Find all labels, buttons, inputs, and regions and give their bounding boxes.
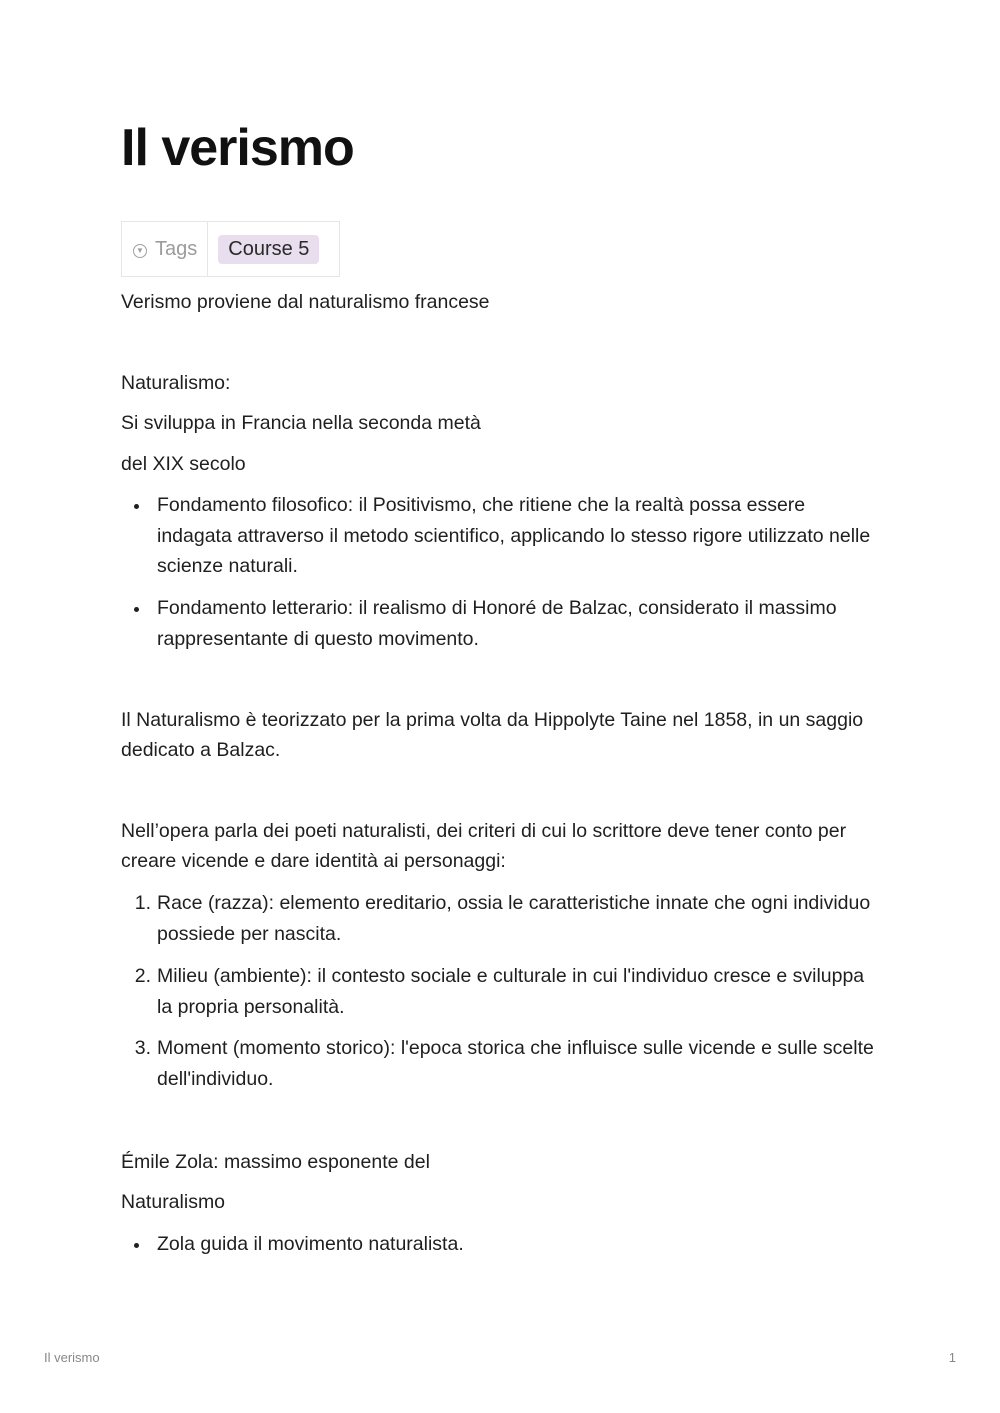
- bullet-icon: [134, 1243, 139, 1248]
- bullet-icon: [134, 504, 139, 509]
- list-item: [121, 490, 881, 582]
- list-item: [121, 888, 881, 949]
- page-number: 1: [948, 1350, 956, 1365]
- list-marker: 1.: [134, 892, 151, 914]
- list-item-text: Fondamento filosofico: il Positivismo, che ritiene che la realtà possa essere indagata attraverso il metodo scientifico, applicando lo stesso rigore utilizzato nelle scienze naturali.: [157, 494, 871, 577]
- tags-label: Tags: [155, 237, 198, 260]
- naturalismo-heading: Naturalismo:: [121, 372, 231, 394]
- list-marker: 2.: [134, 965, 151, 987]
- list-item-text: Milieu (ambiente): il contesto sociale e culturale in cui l'individuo cresce e sviluppa la propria personalità.: [157, 965, 865, 1018]
- footer-doc-name: Il verismo: [44, 1350, 100, 1365]
- list-item-text: Moment (momento storico): l'epoca storica che influisce sulle vicende e sulle scelte dell'individuo.: [157, 1037, 874, 1090]
- tags-property-row: [121, 221, 340, 277]
- paragraph: Il Naturalismo è teorizzato per la prima volta da Hippolyte Taine nel 1858, in un saggio dedicato a Balzac.: [121, 709, 864, 761]
- intro-text: Verismo proviene dal naturalismo francese: [121, 291, 490, 313]
- list-item: [121, 1033, 881, 1094]
- list-item: [121, 1229, 881, 1260]
- paragraph: Nell’opera parla dei poeti naturalisti, dei criteri di cui lo scrittore deve tener conto per creare vicende e dare identità ai personaggi:: [121, 820, 847, 872]
- zola-line: Naturalismo: [121, 1191, 226, 1213]
- zola-line: Émile Zola: massimo esponente del: [121, 1151, 430, 1173]
- list-item-text: Zola guida il movimento naturalista.: [157, 1233, 464, 1255]
- tags-property-key: [122, 222, 208, 276]
- list-item: [121, 593, 881, 654]
- tags-property-value[interactable]: [208, 222, 339, 276]
- list-item: [121, 961, 881, 1022]
- list-item-text: Fondamento letterario: il realismo di Honoré de Balzac, considerato il massimo rappresentante di questo movimento.: [157, 597, 837, 650]
- tag-course[interactable]: Course 5: [218, 235, 319, 264]
- bullet-icon: [134, 607, 139, 612]
- chevron-circle-icon: ▼: [133, 244, 147, 258]
- list-item-text: Race (razza): elemento ereditario, ossia le caratteristiche innate che ogni individuo possiede per nascita.: [157, 892, 871, 945]
- naturalismo-line: Si sviluppa in Francia nella seconda metà: [121, 412, 481, 434]
- page-title: Il verismo: [121, 119, 354, 177]
- naturalismo-line: del XIX secolo: [121, 453, 246, 475]
- list-marker: 3.: [134, 1037, 151, 1059]
